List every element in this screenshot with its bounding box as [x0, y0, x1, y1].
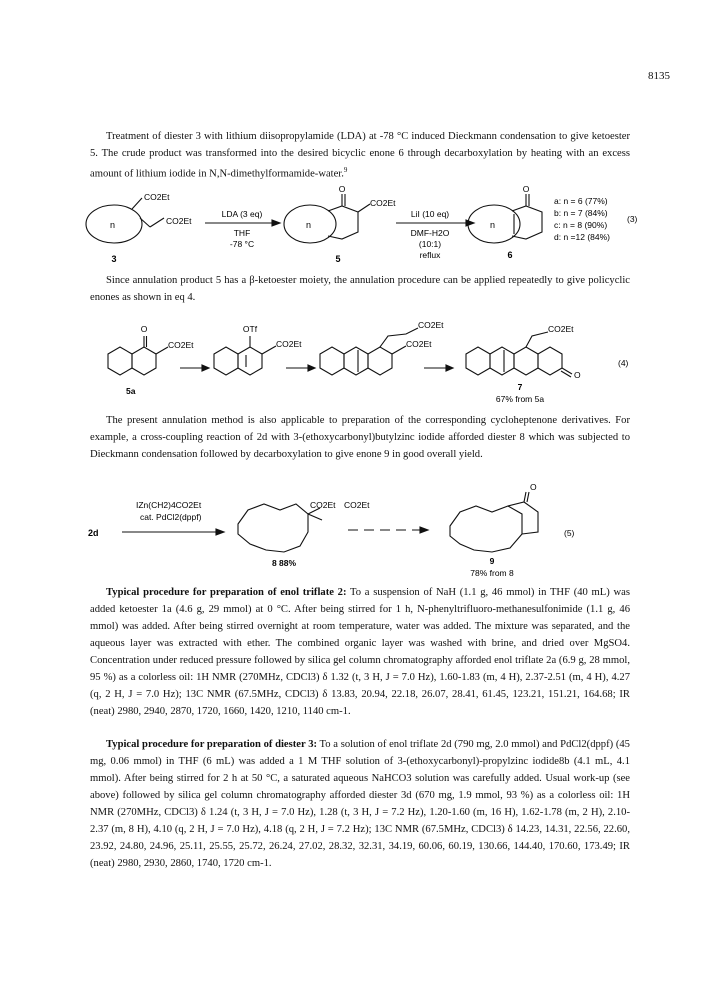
- label-7: 7: [517, 382, 523, 392]
- reagent2-top: LiI (10 eq): [410, 209, 450, 219]
- reagent1-mid: THF: [233, 228, 251, 238]
- proc1-body: To a suspension of NaH (1.1 g, 46 mmol) in THF (40 mL) was added ketoester 1a (4.6 g, 29 mmol) at 0 °C. After being stirred for 1 h, N-phenyltrifluoro-methanesulfonimide (1.1 g, 46 mmol) was added. After being stirred overnight at room temperature, water was added. The mixture was separated, and the aqueous layer was extracted with ether. The combined organic layer was washed with brine, and dried over MgSO4. Concentration under reduced pressure followed by silica gel column chromatography afforded enol triflate 2a (6.9 g, 28 mmol, 95 %) as a colorless oil: 1H NMR (270MHz, CDCl3) δ 1.32 (t, 3 H, J = 7.0 Hz), 1.60-1.83 (m, 4 H), 2.37-2.51 (m, 4 H), 4.27 (q, 2 H, J = 7.0 Hz); 13C NMR (67.5MHz, CDCl3) δ 13.83, 20.94, 22.18, 26.07, 28.41, 61.45, 123.21, 151.21, 164.68; IR (neat) 2980, 2940, 2870, 1720, 1660, 1420, 1210, 1140 cm-1.: [90, 587, 630, 717]
- proc1-heading: Typical procedure for preparation of enol triflate 2:: [106, 587, 347, 598]
- co2et-8b: CO2Et: [344, 500, 370, 510]
- oxo-9: O: [530, 484, 537, 492]
- co2et-7: CO2Et: [548, 324, 574, 334]
- scheme-eq4: [88, 314, 648, 410]
- svg-text:O: O: [338, 184, 346, 194]
- annulation-paragraph: [90, 272, 630, 306]
- ring-size-6: n: [490, 220, 496, 230]
- page-number: 8135: [648, 70, 670, 82]
- reagent1-top: LDA (3 eq): [221, 209, 263, 219]
- eq5-number: (5): [564, 528, 575, 538]
- eq3-number: (3): [627, 214, 638, 224]
- cycloheptenone-paragraph: [90, 412, 630, 463]
- intro-paragraph: [90, 128, 630, 183]
- label-5a: 5a: [126, 386, 136, 396]
- proc2-heading: Typical procedure for preparation of diester 3:: [106, 739, 318, 750]
- yield-9: 78% from 8: [470, 568, 514, 578]
- co2et-5a: CO2Et: [168, 340, 194, 350]
- proc2-body: To a solution of enol triflate 2d (790 mg, 2.0 mmol) and PdCl2(dppf) (45 mg, 0.06 mmol) in THF (6 mL) was added a 1 M THF solution of 3-(ethoxycarbonyl)-propylzinc iodide8b (4.1 mL, 4.1 mmol). After being stirred for 2 h at 50 °C, a saturated aqueous NaHCO3 solution was carefully added. Usual work-up (see above) followed by silica gel column chromatography afforded diester 3d (670 mg, 1.9 mmol, 93 %) as a colorless oil: 1H NMR (270MHz, CDCl3) δ 1.24 (t, 3 H, J = 7.0 Hz), 1.28 (t, 3 H, J = 7.2 Hz), 1.20-1.60 (m, 16 H), 1.62-1.78 (m, 2 H), 2.10-2.37 (m, 8 H), 4.10 (q, 2 H, J = 7.0 Hz), 4.18 (q, 2 H, J = 7.2 Hz); 13C NMR (67.5MHz, CDCl3) δ 14.23, 14.31, 22.56, 22.60, 23.92, 24.80, 24.96, 25.11, 25.55, 25.72, 26.24, 27.02, 28.32, 32.31, 34.19, 60.06, 60.19, 130.66, 144.40, 170.60, 173.49; IR (neat) 2980, 2930, 2860, 1740, 1720 cm-1.: [90, 739, 630, 869]
- svg-text:O: O: [522, 184, 530, 194]
- label-9: 9: [489, 556, 495, 566]
- eq5-reagent-bot: cat. PdCl2(dppf): [140, 512, 202, 522]
- ring-size-5: n: [306, 220, 312, 230]
- co2et-3a: CO2Et: [144, 192, 170, 202]
- reagent1-bot: -78 °C: [229, 239, 255, 249]
- result-d: d: n =12 (84%): [554, 232, 610, 242]
- start-2d: 2d: [88, 528, 99, 538]
- co2et-8a: CO2Et: [310, 500, 336, 510]
- oxo-7: O: [574, 370, 581, 380]
- label-cmpd-5: 5: [335, 254, 341, 264]
- label-cmpd-3: 3: [111, 254, 117, 264]
- result-c: c: n = 8 (90%): [554, 220, 608, 230]
- reagent2-mid: DMF-H2O: [410, 228, 450, 238]
- annulation-text: Since annulation product 5 has a β-ketoester moiety, the annulation procedure can be applied repeatedly to give policyclic enones as shown in eq 4.: [90, 275, 630, 303]
- label-cmpd-6: 6: [507, 250, 513, 260]
- eq5-reagent-top: IZn(CH2)4CO2Et: [136, 500, 202, 510]
- co2et-intermediate-a: CO2Et: [418, 320, 444, 330]
- svg-text:O: O: [140, 324, 148, 334]
- result-a: a: n = 6 (77%): [554, 196, 608, 206]
- ring-size-3: n: [110, 220, 116, 230]
- intro-text: Treatment of diester 3 with lithium diisopropylamide (LDA) at -78 °C induced Dieckmann condensation to give ketoester 5. The crude product was transformed into the desired bicyclic enone 6 through decarboxylation by heating with an excess amount of lithium iodide in N,N-dimethylformamide-water.: [90, 131, 630, 180]
- scheme-eq5: [88, 484, 648, 580]
- scheme-eq3: [80, 184, 660, 270]
- co2et-5: CO2Et: [370, 198, 396, 208]
- yield-7: 67% from 5a: [495, 394, 545, 404]
- procedure-diester: [90, 736, 630, 872]
- eq4-number: (4): [618, 358, 629, 368]
- result-b: b: n = 7 (84%): [554, 208, 608, 218]
- procedure-enol-triflate: [90, 584, 630, 720]
- co2et-intermediate-b: CO2Et: [406, 339, 432, 349]
- co2et-3b: CO2Et: [166, 216, 192, 226]
- label-8: 8 88%: [271, 558, 297, 568]
- reagent2-bot: reflux: [419, 250, 441, 260]
- reagent2-ratio: (10:1): [418, 239, 442, 249]
- co2et-triflate: CO2Et: [276, 339, 302, 349]
- intro-ref: 9: [343, 166, 348, 174]
- cycloheptenone-text: The present annulation method is also applicable to preparation of the corresponding cycloheptenone derivatives. For example, a cross-coupling reaction of 2d with 3-(ethoxycarbonyl)butylzinc iodide afforded diester 8 which was subjected to Dieckmann condensation followed by decarboxylation to give enone 9 in good overall yield.: [90, 415, 630, 460]
- otf-label: OTf: [242, 324, 258, 334]
